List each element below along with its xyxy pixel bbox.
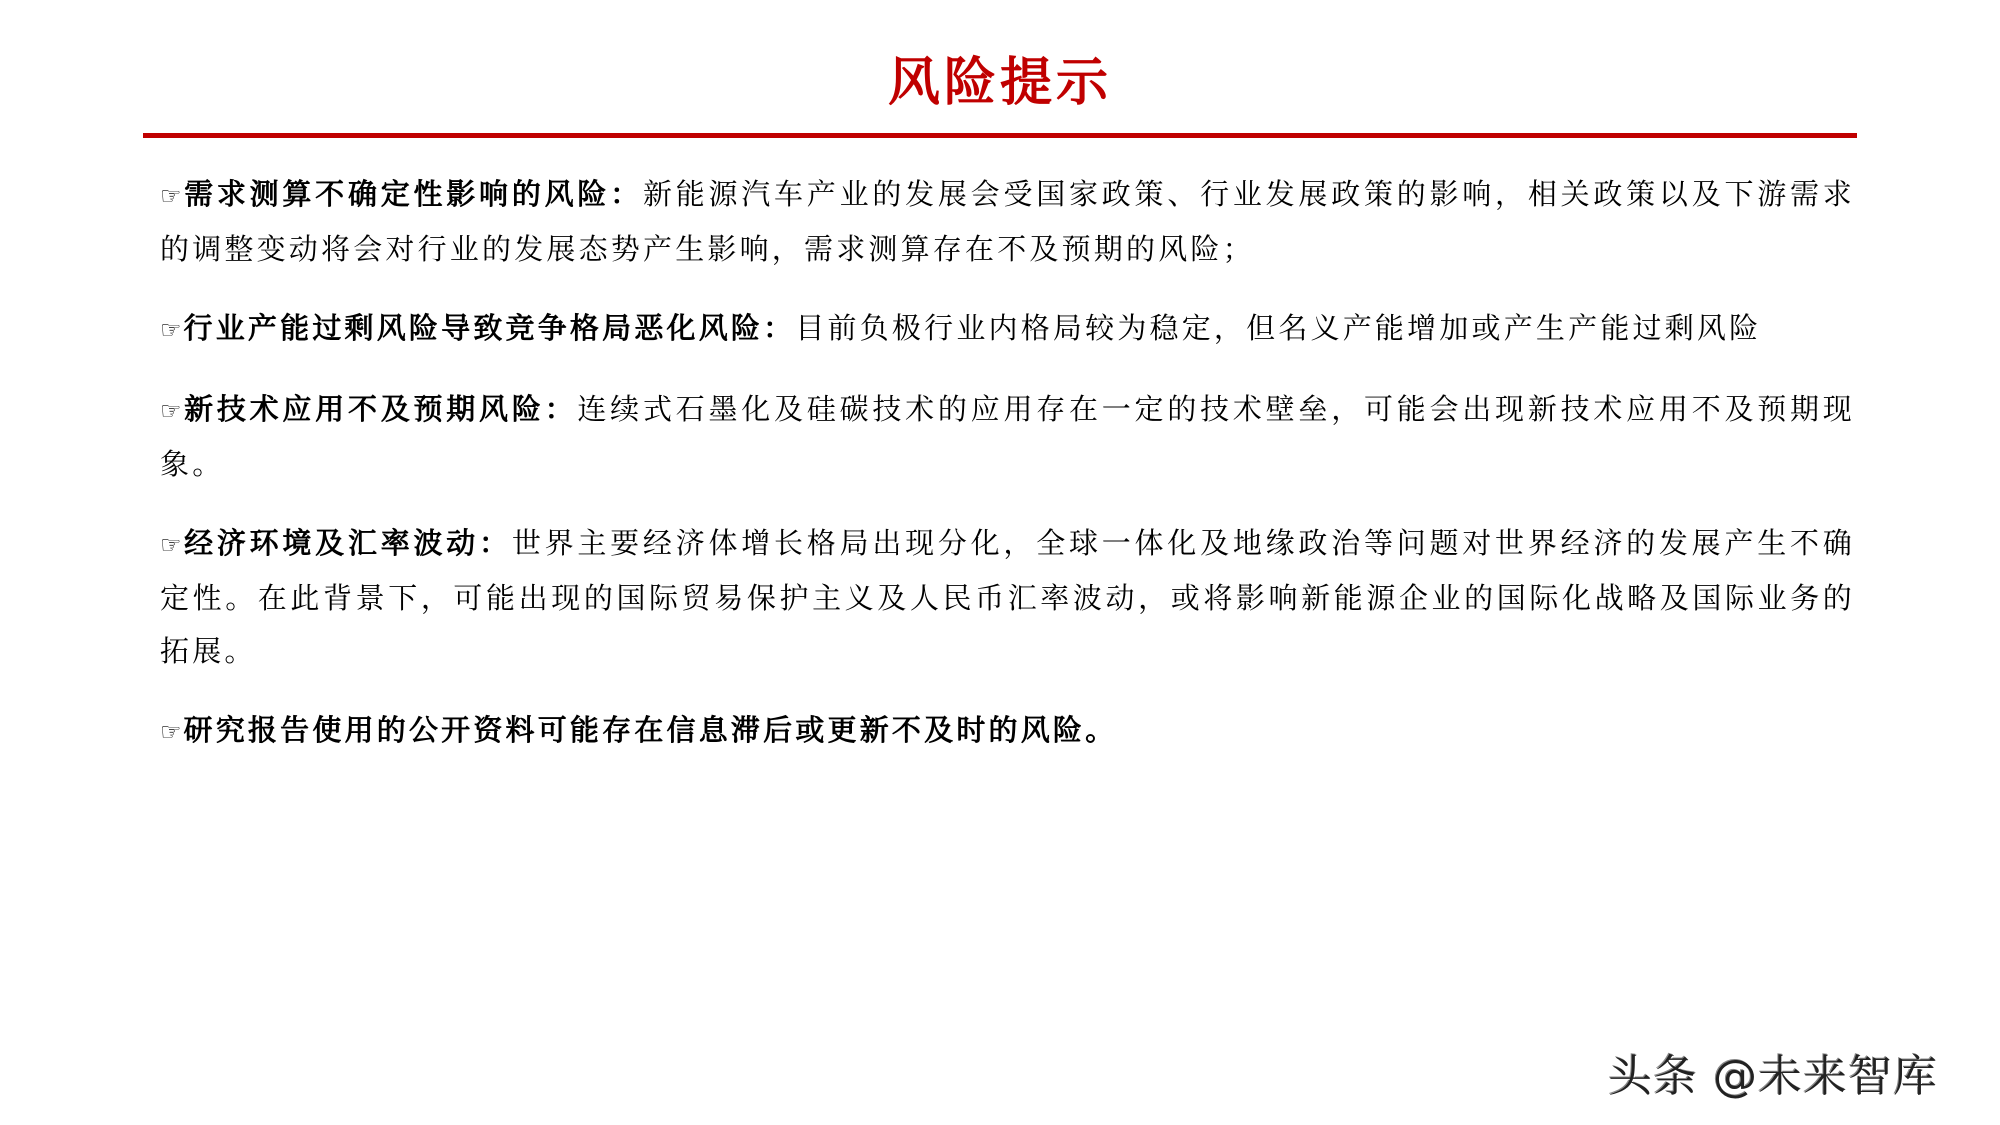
pointing-hand-icon: ☞ [160,531,182,559]
risk-item-demand [160,168,1855,276]
risk-heading: 行业产能过剩风险导致竞争格局恶化风险： [183,311,796,345]
risk-description: 世界主要经济体增长格局出现分化，全球一体化及地缘政治等问题对世界经济的发展产生不确定性。在此背景下，可能出现的国际贸易保护主义及人民币汇率波动，或将影响新能源企业的国际化战略及国际业务的拓展。 [160,526,1855,668]
risk-item-economy-fx [160,517,1855,678]
risk-heading: 经济环境及汇率波动： [183,526,512,560]
risk-heading: 新技术应用不及预期风险： [183,392,578,426]
pointing-hand-icon: ☞ [160,397,182,425]
risk-item-new-technology [160,383,1855,491]
pointing-hand-icon: ☞ [160,182,182,210]
title-divider [143,133,1857,138]
risk-item-public-data [160,704,1855,759]
risk-list [160,168,1855,785]
risk-item-overcapacity [160,302,1855,357]
pointing-hand-icon: ☞ [160,718,182,746]
risk-heading: 研究报告使用的公开资料可能存在信息滞后或更新不及时的风险。 [183,713,1118,747]
watermark: 头条 @未来智库 [1608,1051,1938,1102]
risk-heading: 需求测算不确定性影响的风险： [183,177,643,211]
pointing-hand-icon: ☞ [160,316,182,344]
risk-description: 目前负极行业内格局较为稳定，但名义产能增加或产生产能过剩风险 [795,311,1762,345]
risk-description: 新能源汽车产业的发展会受国家政策、行业发展政策的影响，相关政策以及下游需求的调整变动将会对行业的发展态势产生影响，需求测算存在不及预期的风险； [160,177,1855,266]
page-title: 风险提示 [887,52,1112,113]
risk-description: 连续式石墨化及硅碳技术的应用存在一定的技术壁垒，可能会出现新技术应用不及预期现象。 [160,392,1855,481]
